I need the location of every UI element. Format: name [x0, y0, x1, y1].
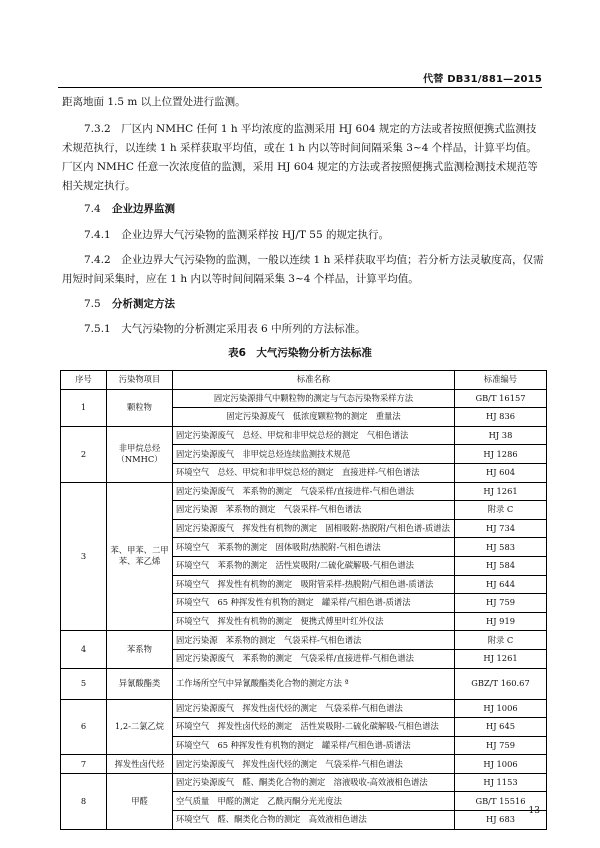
- paragraph-7-5-1: 7.5.1 大气污染物的分析测定采用表 6 中所列的方法标准。: [84, 323, 366, 335]
- cell-standard-code: GB/T 15516: [455, 792, 547, 811]
- cell-pollutant: 异氰酸酯类: [107, 668, 173, 699]
- section-number: 7.4: [84, 203, 101, 215]
- cell-standard-name: 固定污染源废气 醛、酮类化合物的测定 溶液吸收-高效液相色谱法: [173, 773, 455, 792]
- cell-standard-code: HJ 584: [455, 556, 547, 575]
- cell-standard-name: 环境空气 挥发性有机物的测定 便携式傅里叶红外仪法: [173, 612, 455, 631]
- cell-pollutant: 非甲烷总烃（NMHC）: [107, 426, 173, 482]
- paragraph-7-4-1: 7.4.1 企业边界大气污染物的监测采样按 HJ/T 55 的规定执行。: [84, 229, 389, 241]
- analysis-methods-table: [60, 370, 547, 830]
- section-heading-7-4: [84, 200, 175, 219]
- cell-standard-code: HJ 644: [455, 575, 547, 594]
- cell-standard-code: HJ 734: [455, 519, 547, 538]
- cell-standard-code: HJ 683: [455, 811, 547, 830]
- header-standard-code: 标准编号: [455, 371, 547, 390]
- cell-standard-code: 附录 C: [455, 501, 547, 520]
- cell-seq: 5: [61, 668, 107, 699]
- table-row: [61, 773, 547, 792]
- paragraph-continuation: 距离地面 1.5 m 以上位置处进行监测。: [62, 96, 246, 108]
- cell-standard-name: 环境空气 挥发性有机物的测定 吸附管采样-热脱附/气相色谱-质谱法: [173, 575, 455, 594]
- cell-pollutant: 1,2-二氯乙烷: [107, 699, 173, 755]
- cell-standard-name: 环境空气 苯系物的测定 活性炭吸附/二硫化碳解吸-气相色谱法: [173, 556, 455, 575]
- cell-seq: 8: [61, 773, 107, 829]
- section-heading-7-5: [84, 295, 175, 314]
- cell-pollutant: 苯系物: [107, 631, 173, 668]
- paragraph-7-3-2: 7.3.2 厂区内 NMHC 任何 1 h 平均浓度的监测采用 HJ 604 规定的方法或者按照便携式监测技术规范执行，以连续 1 h 采样获取平均值，或在 1 h 内以等时间间隔采集 3~4 个样品，计算平均值。厂区内 NMHC 任意一次浓度值的监测，采用 HJ 604 规定的方法或者按照便携式监测检测技术规范等相关规定执行。: [62, 123, 538, 192]
- table-row: [61, 699, 547, 718]
- table-row: [61, 389, 547, 408]
- section-number: 7.5: [84, 298, 101, 310]
- cell-pollutant: 苯、甲苯、二甲苯、苯乙烯: [107, 482, 173, 631]
- cell-standard-code: HJ 1286: [455, 445, 547, 464]
- cell-seq: 7: [61, 755, 107, 774]
- cell-standard-name: 固定污染源废气 低浓度颗粒物的测定 重量法: [173, 408, 455, 427]
- table-row: [61, 482, 547, 501]
- section-title: 企业边界监测: [112, 203, 175, 215]
- cell-standard-name: 固定污染源废气 苯系物的测定 气袋采样/直接进样-气相色谱法: [173, 649, 455, 668]
- cell-seq: 6: [61, 699, 107, 755]
- table-body: [61, 389, 547, 829]
- cell-standard-code: HJ 919: [455, 612, 547, 631]
- cell-standard-name: 固定污染源废气 苯系物的测定 气袋采样/直接进样-气相色谱法: [173, 482, 455, 501]
- cell-standard-code: 附录 C: [455, 631, 547, 650]
- cell-standard-code: GB/T 16157: [455, 389, 547, 408]
- cell-standard-name: 固定污染源废气 总烃、甲烷和非甲烷总烃的测定 气相色谱法: [173, 426, 455, 445]
- cell-standard-name: 固定污染源废气 挥发性卤代烃的测定 气袋采样-气相色谱法: [173, 755, 455, 774]
- cell-standard-code: HJ 1261: [455, 649, 547, 668]
- cell-seq: 2: [61, 426, 107, 482]
- cell-seq: 4: [61, 631, 107, 668]
- cell-standard-name: 固定污染源 苯系物的测定 气袋采样-气相色谱法: [173, 631, 455, 650]
- cell-standard-name: 环境空气 挥发性卤代烃的测定 活性炭吸附-二硫化碳解吸-气相色谱法: [173, 718, 455, 737]
- header-standard-name: 标准名称: [173, 371, 455, 390]
- cell-pollutant: 颗粒物: [107, 389, 173, 426]
- document-code-header: 代替 DB31/881—2015: [423, 74, 542, 85]
- cell-standard-name: 固定污染源排气中颗粒物的测定与气态污染物采样方法: [173, 389, 455, 408]
- section-title: 分析测定方法: [112, 298, 175, 310]
- cell-standard-code: HJ 38: [455, 426, 547, 445]
- cell-standard-name: 环境空气 65 种挥发性有机物的测定 罐采样/气相色谱-质谱法: [173, 594, 455, 613]
- header-seq: 序号: [61, 371, 107, 390]
- table-row: [61, 631, 547, 650]
- cell-standard-code: HJ 1153: [455, 773, 547, 792]
- cell-standard-name: 环境空气 65 种挥发性有机物的测定 罐采样/气相色谱-质谱法: [173, 736, 455, 755]
- cell-standard-name: 空气质量 甲醛的测定 乙酰丙酮分光光度法: [173, 792, 455, 811]
- paragraph-7-4-2: 7.4.2 企业边界大气污染物的监测，一般以连续 1 h 采样获取平均值；若分析方法灵敏度高，仅需用短时间采集时，应在 1 h 内以等时间间隔采集 3~4 个样品，计算平均值。: [62, 254, 544, 285]
- cell-seq: 3: [61, 482, 107, 631]
- page-number: 13: [528, 806, 540, 816]
- table-row: [61, 668, 547, 699]
- cell-standard-code: HJ 583: [455, 538, 547, 557]
- table-caption: 表6 大气污染物分析方法标准: [228, 347, 372, 359]
- cell-standard-name: 固定污染源废气 挥发性卤代烃的测定 气袋采样-气相色谱法: [173, 699, 455, 718]
- cell-standard-code: HJ 1261: [455, 482, 547, 501]
- cell-pollutant: 挥发性卤代烃: [107, 755, 173, 774]
- cell-standard-name: 工作场所空气中异氰酸酯类化合物的测定方法 ª: [173, 668, 455, 699]
- cell-standard-code: HJ 1006: [455, 755, 547, 774]
- cell-seq: 1: [61, 389, 107, 426]
- cell-standard-name: 固定污染源 苯系物的测定 气袋采样-气相色谱法: [173, 501, 455, 520]
- table-row: [61, 426, 547, 445]
- cell-standard-name: 环境空气 总烃、甲烷和非甲烷总烃的测定 直接进样-气相色谱法: [173, 463, 455, 482]
- cell-standard-code: GBZ/T 160.67: [455, 668, 547, 699]
- cell-standard-name: 固定污染源废气 挥发性有机物的测定 固相吸附-热脱附/气相色谱-质谱法: [173, 519, 455, 538]
- cell-standard-code: HJ 1006: [455, 699, 547, 718]
- cell-standard-code: HJ 604: [455, 463, 547, 482]
- cell-standard-code: HJ 759: [455, 594, 547, 613]
- cell-standard-name: 环境空气 醛、酮类化合物的测定 高效液相色谱法: [173, 811, 455, 830]
- table-row: [61, 755, 547, 774]
- header-rule: [58, 87, 542, 88]
- header-pollutant: 污染物项目: [107, 371, 173, 390]
- cell-standard-name: 环境空气 苯系物的测定 固体吸附/热脱附-气相色谱法: [173, 538, 455, 557]
- cell-standard-code: HJ 645: [455, 718, 547, 737]
- cell-standard-code: HJ 836: [455, 408, 547, 427]
- cell-standard-name: 固定污染源废气 非甲烷总烃连续监测技术规范: [173, 445, 455, 464]
- table-header-row: [61, 371, 547, 390]
- cell-pollutant: 甲醛: [107, 773, 173, 829]
- cell-standard-code: HJ 759: [455, 736, 547, 755]
